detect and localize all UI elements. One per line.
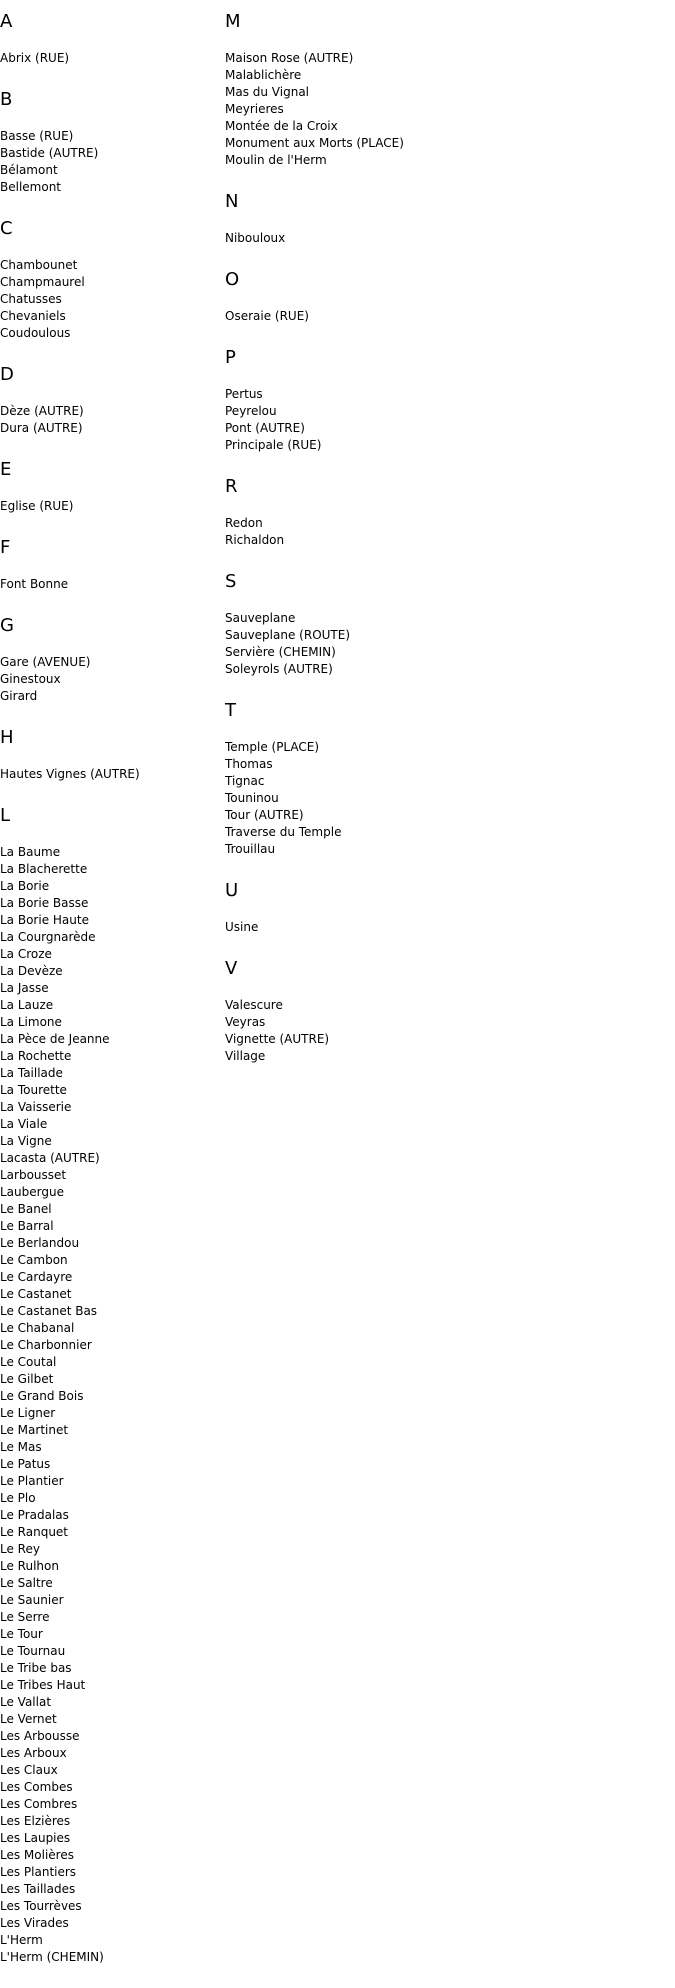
street-item [0,1405,220,1422]
street-link-la-lauze[interactable]: La Lauze [0,998,54,1012]
street-item [225,118,445,135]
street-item [0,1235,220,1252]
street-item [0,1711,220,1728]
street-item [225,644,445,661]
street-item [225,610,445,627]
street-item [225,841,445,858]
street-item [0,1949,220,1966]
street-link-sauveplane[interactable]: Sauveplane [225,611,296,625]
street-link-la-blacherette[interactable]: La Blacherette [0,862,88,876]
street-item [0,912,220,929]
letter-heading: V [225,958,238,979]
street-link-le-vallat[interactable]: Le Vallat [0,1695,52,1709]
street-item [0,179,220,196]
letter-heading: O [225,269,240,290]
street-link-l-herm[interactable]: L'Herm [0,1933,43,1947]
street-link-le-saltre[interactable]: Le Saltre [0,1576,53,1590]
street-item [0,1609,220,1626]
letter-section-t [225,700,445,858]
street-link-larbousset[interactable]: Larbousset [0,1168,67,1182]
street-index-column-right [225,0,445,1087]
street-link-le-mas[interactable]: Le Mas [0,1440,42,1454]
street-link-la-borie-basse[interactable]: La Borie Basse [0,896,89,910]
street-link-belamont[interactable]: Bélamont [0,163,58,177]
street-link-meyrieres[interactable]: Meyrieres [225,102,284,116]
letter-section-c [0,218,220,342]
letter-heading: C [0,218,13,239]
street-link-pont-autre[interactable]: Pont (AUTRE) [225,421,305,435]
street-link-le-banel[interactable]: Le Banel [0,1202,52,1216]
street-link-peyrelou[interactable]: Peyrelou [225,404,277,418]
street-item [0,997,220,1014]
letter-section-b [0,89,220,196]
street-link-la-limone[interactable]: La Limone [0,1015,62,1029]
street-link-traverse-du-temple[interactable]: Traverse du Temple [225,825,342,839]
street-item [0,1507,220,1524]
street-item [0,403,220,420]
letter-section-e [0,459,220,515]
letter-heading: E [0,459,12,480]
street-item [0,1830,220,1847]
street-link-vignette-autre[interactable]: Vignette (AUTRE) [225,1032,330,1046]
street-link-la-baume[interactable]: La Baume [0,845,61,859]
street-item [225,101,445,118]
street-link-champmaurel[interactable]: Champmaurel [0,275,85,289]
street-link-les-elzieres[interactable]: Les Elzières [0,1814,71,1828]
street-link-le-plo[interactable]: Le Plo [0,1491,36,1505]
street-list [225,997,445,1065]
street-item [0,274,220,291]
street-item [0,1014,220,1031]
street-link-le-rey[interactable]: Le Rey [0,1542,40,1556]
street-item [225,437,445,454]
street-item [0,1881,220,1898]
street-list [225,50,445,169]
street-item [0,1439,220,1456]
street-item [0,946,220,963]
letter-heading: D [0,364,14,385]
street-link-temple-place[interactable]: Temple (PLACE) [225,740,320,754]
letter-section-m [225,11,445,169]
street-item [0,50,220,67]
letter-section-h [0,727,220,783]
street-link-la-rochette[interactable]: La Rochette [0,1049,72,1063]
street-link-soleyrols-autre[interactable]: Soleyrols (AUTRE) [225,662,333,676]
street-link-les-claux[interactable]: Les Claux [0,1763,58,1777]
street-link-chatusses[interactable]: Chatusses [0,292,62,306]
street-link-principale-rue[interactable]: Principale (RUE) [225,438,322,452]
street-item [0,1286,220,1303]
street-item [0,671,220,688]
street-link-le-patus[interactable]: Le Patus [0,1457,51,1471]
street-item [0,291,220,308]
street-item [225,515,445,532]
street-item [225,1031,445,1048]
street-item [225,824,445,841]
street-link-le-cardayre[interactable]: Le Cardayre [0,1270,73,1284]
street-item [0,1779,220,1796]
letter-heading: S [225,571,237,592]
street-link-chambounet[interactable]: Chambounet [0,258,78,272]
street-item [0,1762,220,1779]
street-list [0,128,220,196]
street-item [0,128,220,145]
street-link-village[interactable]: Village [225,1049,266,1063]
street-item [225,403,445,420]
street-link-tignac[interactable]: Tignac [225,774,265,788]
letter-heading: A [0,11,13,32]
street-item [0,980,220,997]
street-link-le-charbonnier[interactable]: Le Charbonnier [0,1338,92,1352]
street-item [0,1371,220,1388]
street-link-les-virades[interactable]: Les Virades [0,1916,69,1930]
street-link-maison-rose-autre[interactable]: Maison Rose (AUTRE) [225,51,354,65]
street-link-pertus[interactable]: Pertus [225,387,263,401]
letter-heading: M [225,11,241,32]
street-link-touninou[interactable]: Touninou [225,791,279,805]
street-link-malablichere[interactable]: Malablichère [225,68,302,82]
street-link-le-martinet[interactable]: Le Martinet [0,1423,69,1437]
street-item [0,498,220,515]
street-item [0,1218,220,1235]
street-link-dura-autre[interactable]: Dura (AUTRE) [0,421,83,435]
letter-section-l [0,805,220,1966]
street-link-le-berlandou[interactable]: Le Berlandou [0,1236,80,1250]
street-item [0,844,220,861]
street-list [225,515,445,549]
street-item [0,1932,220,1949]
street-item [0,162,220,179]
street-item [0,1796,220,1813]
street-link-veyras[interactable]: Veyras [225,1015,266,1029]
letter-heading: P [225,347,236,368]
street-item [0,1915,220,1932]
street-item [0,1898,220,1915]
street-link-le-coutal[interactable]: Le Coutal [0,1355,57,1369]
street-item [0,1864,220,1881]
street-link-le-saunier[interactable]: Le Saunier [0,1593,64,1607]
street-link-le-tribe-bas[interactable]: Le Tribe bas [0,1661,72,1675]
street-item [0,1558,220,1575]
street-link-le-castanet-bas[interactable]: Le Castanet Bas [0,1304,98,1318]
street-link-la-deveze[interactable]: La Devèze [0,964,63,978]
street-item [0,1320,220,1337]
street-item [0,1575,220,1592]
street-link-les-laupies[interactable]: Les Laupies [0,1831,71,1845]
street-list [0,766,220,783]
street-item [0,1388,220,1405]
street-link-les-tourreves[interactable]: Les Tourrèves [0,1899,82,1913]
street-list [225,919,445,936]
street-item [0,1269,220,1286]
street-item [0,308,220,325]
street-item [0,1422,220,1439]
street-item [0,1847,220,1864]
street-link-la-taillade[interactable]: La Taillade [0,1066,63,1080]
street-link-bastide-autre[interactable]: Bastide (AUTRE) [0,146,99,160]
street-link-la-viale[interactable]: La Viale [0,1117,48,1131]
street-item [0,1354,220,1371]
street-list [0,844,220,1966]
street-item [0,1592,220,1609]
street-link-trouillau[interactable]: Trouillau [225,842,276,856]
street-link-basse-rue[interactable]: Basse (RUE) [0,129,74,143]
letter-heading: L [0,805,11,826]
street-item [0,1252,220,1269]
street-link-bellemont[interactable]: Bellemont [0,180,62,194]
street-link-la-borie[interactable]: La Borie [0,879,50,893]
street-link-le-vernet[interactable]: Le Vernet [0,1712,57,1726]
letter-section-d [0,364,220,437]
street-link-le-serre[interactable]: Le Serre [0,1610,50,1624]
street-list [0,257,220,342]
street-link-le-tournau[interactable]: Le Tournau [0,1644,66,1658]
street-link-abrix-rue[interactable]: Abrix (RUE) [0,51,70,65]
street-list [0,654,220,705]
street-link-le-plantier[interactable]: Le Plantier [0,1474,64,1488]
street-item [0,576,220,593]
street-link-le-grand-bois[interactable]: Le Grand Bois [0,1389,84,1403]
letter-section-g [0,615,220,705]
street-item [225,1014,445,1031]
street-item [0,1660,220,1677]
street-item [225,790,445,807]
letter-section-o [225,269,445,325]
street-list [0,50,220,67]
letter-heading: R [225,476,238,497]
street-link-la-jasse[interactable]: La Jasse [0,981,49,995]
letter-section-a [0,11,220,67]
street-item [225,997,445,1014]
street-link-moulin-de-l-herm[interactable]: Moulin de l'Herm [225,153,327,167]
street-item [0,325,220,342]
street-item [0,1133,220,1150]
street-item [225,773,445,790]
street-link-tour-autre[interactable]: Tour (AUTRE) [225,808,304,822]
letter-section-n [225,191,445,247]
street-item [0,1184,220,1201]
letter-heading: T [225,700,236,721]
street-item [225,919,445,936]
street-item [0,1065,220,1082]
street-link-le-barral[interactable]: Le Barral [0,1219,54,1233]
street-item [0,1116,220,1133]
street-item [0,1303,220,1320]
street-item [0,654,220,671]
street-link-nibouloux[interactable]: Nibouloux [225,231,286,245]
street-item [0,1626,220,1643]
street-item [225,308,445,325]
letter-section-s [225,571,445,678]
street-link-oseraie-rue[interactable]: Oseraie (RUE) [225,309,309,323]
letter-heading: G [0,615,14,636]
street-link-les-plantiers[interactable]: Les Plantiers [0,1865,77,1879]
street-item [0,895,220,912]
street-item [0,1082,220,1099]
street-link-ginestoux[interactable]: Ginestoux [0,672,61,686]
street-link-l-herm-chemin[interactable]: L'Herm (CHEMIN) [0,1950,104,1964]
street-item [0,1643,220,1660]
street-item [0,1490,220,1507]
street-link-deze-autre[interactable]: Dèze (AUTRE) [0,404,84,418]
street-list [225,230,445,247]
street-link-le-castanet[interactable]: Le Castanet [0,1287,72,1301]
street-list [0,576,220,593]
letter-section-f [0,537,220,593]
street-list [225,739,445,858]
street-list [225,308,445,325]
street-item [0,1337,220,1354]
street-link-le-pradalas[interactable]: Le Pradalas [0,1508,69,1522]
street-item [225,1048,445,1065]
street-item [225,627,445,644]
street-link-gare-avenue[interactable]: Gare (AVENUE) [0,655,91,669]
street-link-le-ranquet[interactable]: Le Ranquet [0,1525,69,1539]
letter-heading: U [225,880,239,901]
street-item [0,420,220,437]
street-list [0,403,220,437]
street-item [225,152,445,169]
street-item [225,230,445,247]
street-item [225,532,445,549]
street-link-la-tourette[interactable]: La Tourette [0,1083,67,1097]
letter-heading: H [0,727,14,748]
street-link-sauveplane-route[interactable]: Sauveplane (ROUTE) [225,628,351,642]
letter-section-p [225,347,445,454]
street-link-la-borie-haute[interactable]: La Borie Haute [0,913,89,927]
letter-section-u [225,880,445,936]
street-item [0,1541,220,1558]
street-item [225,756,445,773]
street-link-hautes-vignes-autre[interactable]: Hautes Vignes (AUTRE) [0,767,140,781]
street-item [0,1745,220,1762]
street-link-eglise-rue[interactable]: Eglise (RUE) [0,499,74,513]
street-item [0,1456,220,1473]
street-link-richaldon[interactable]: Richaldon [225,533,285,547]
street-item [0,1048,220,1065]
street-link-le-chabanal[interactable]: Le Chabanal [0,1321,75,1335]
letter-heading: B [0,89,13,110]
street-item [0,1813,220,1830]
street-item [0,1150,220,1167]
street-item [0,1728,220,1745]
street-link-valescure[interactable]: Valescure [225,998,283,1012]
street-list [225,610,445,678]
street-item [225,67,445,84]
street-item [225,807,445,824]
street-link-les-arboux[interactable]: Les Arboux [0,1746,67,1760]
street-link-girard[interactable]: Girard [0,689,38,703]
street-item [0,766,220,783]
street-item [0,929,220,946]
street-item [0,861,220,878]
street-link-font-bonne[interactable]: Font Bonne [0,577,69,591]
street-link-montee-de-la-croix[interactable]: Montée de la Croix [225,119,338,133]
street-item [225,386,445,403]
street-link-les-taillades[interactable]: Les Taillades [0,1882,76,1896]
street-link-les-combes[interactable]: Les Combes [0,1780,73,1794]
street-item [225,50,445,67]
street-link-le-tour[interactable]: Le Tour [0,1627,43,1641]
street-item [0,1167,220,1184]
street-item [0,688,220,705]
street-item [225,739,445,756]
street-link-monument-aux-morts-place[interactable]: Monument aux Morts (PLACE) [225,136,404,150]
street-link-la-courgnarede[interactable]: La Courgnarède [0,930,96,944]
street-item [225,84,445,101]
street-link-le-gilbet[interactable]: Le Gilbet [0,1372,54,1386]
street-link-redon[interactable]: Redon [225,516,263,530]
street-item [0,963,220,980]
letter-heading: F [0,537,11,558]
street-link-usine[interactable]: Usine [225,920,259,934]
street-item [0,1031,220,1048]
street-list [225,386,445,454]
street-link-le-tribes-haut[interactable]: Le Tribes Haut [0,1678,86,1692]
street-link-laubergue[interactable]: Laubergue [0,1185,64,1199]
street-item [0,1099,220,1116]
street-link-la-vaisserie[interactable]: La Vaisserie [0,1100,72,1114]
street-link-mas-du-vignal[interactable]: Mas du Vignal [225,85,309,99]
street-link-le-cambon[interactable]: Le Cambon [0,1253,68,1267]
street-item [0,1524,220,1541]
street-item [0,1677,220,1694]
street-link-lacasta-autre[interactable]: Lacasta (AUTRE) [0,1151,100,1165]
street-item [225,420,445,437]
street-link-la-vigne[interactable]: La Vigne [0,1134,52,1148]
street-link-la-pece-de-jeanne[interactable]: La Pèce de Jeanne [0,1032,110,1046]
street-index-column-left [0,0,220,1988]
street-list [0,498,220,515]
street-link-les-molieres[interactable]: Les Molières [0,1848,74,1862]
street-link-le-ligner[interactable]: Le Ligner [0,1406,56,1420]
street-item [0,145,220,162]
letter-heading: N [225,191,239,212]
street-item [225,661,445,678]
street-item [0,1694,220,1711]
street-item [225,135,445,152]
street-item [0,1473,220,1490]
street-item [0,1201,220,1218]
street-link-coudoulous[interactable]: Coudoulous [0,326,71,340]
letter-section-r [225,476,445,549]
street-item [0,878,220,895]
street-link-les-combres[interactable]: Les Combres [0,1797,78,1811]
street-link-chevaniels[interactable]: Chevaniels [0,309,66,323]
street-link-le-rulhon[interactable]: Le Rulhon [0,1559,59,1573]
street-item [0,257,220,274]
street-link-serviere-chemin[interactable]: Servière (CHEMIN) [225,645,336,659]
street-link-les-arbousse[interactable]: Les Arbousse [0,1729,80,1743]
street-link-la-croze[interactable]: La Croze [0,947,52,961]
street-link-thomas[interactable]: Thomas [225,757,273,771]
letter-section-v [225,958,445,1065]
